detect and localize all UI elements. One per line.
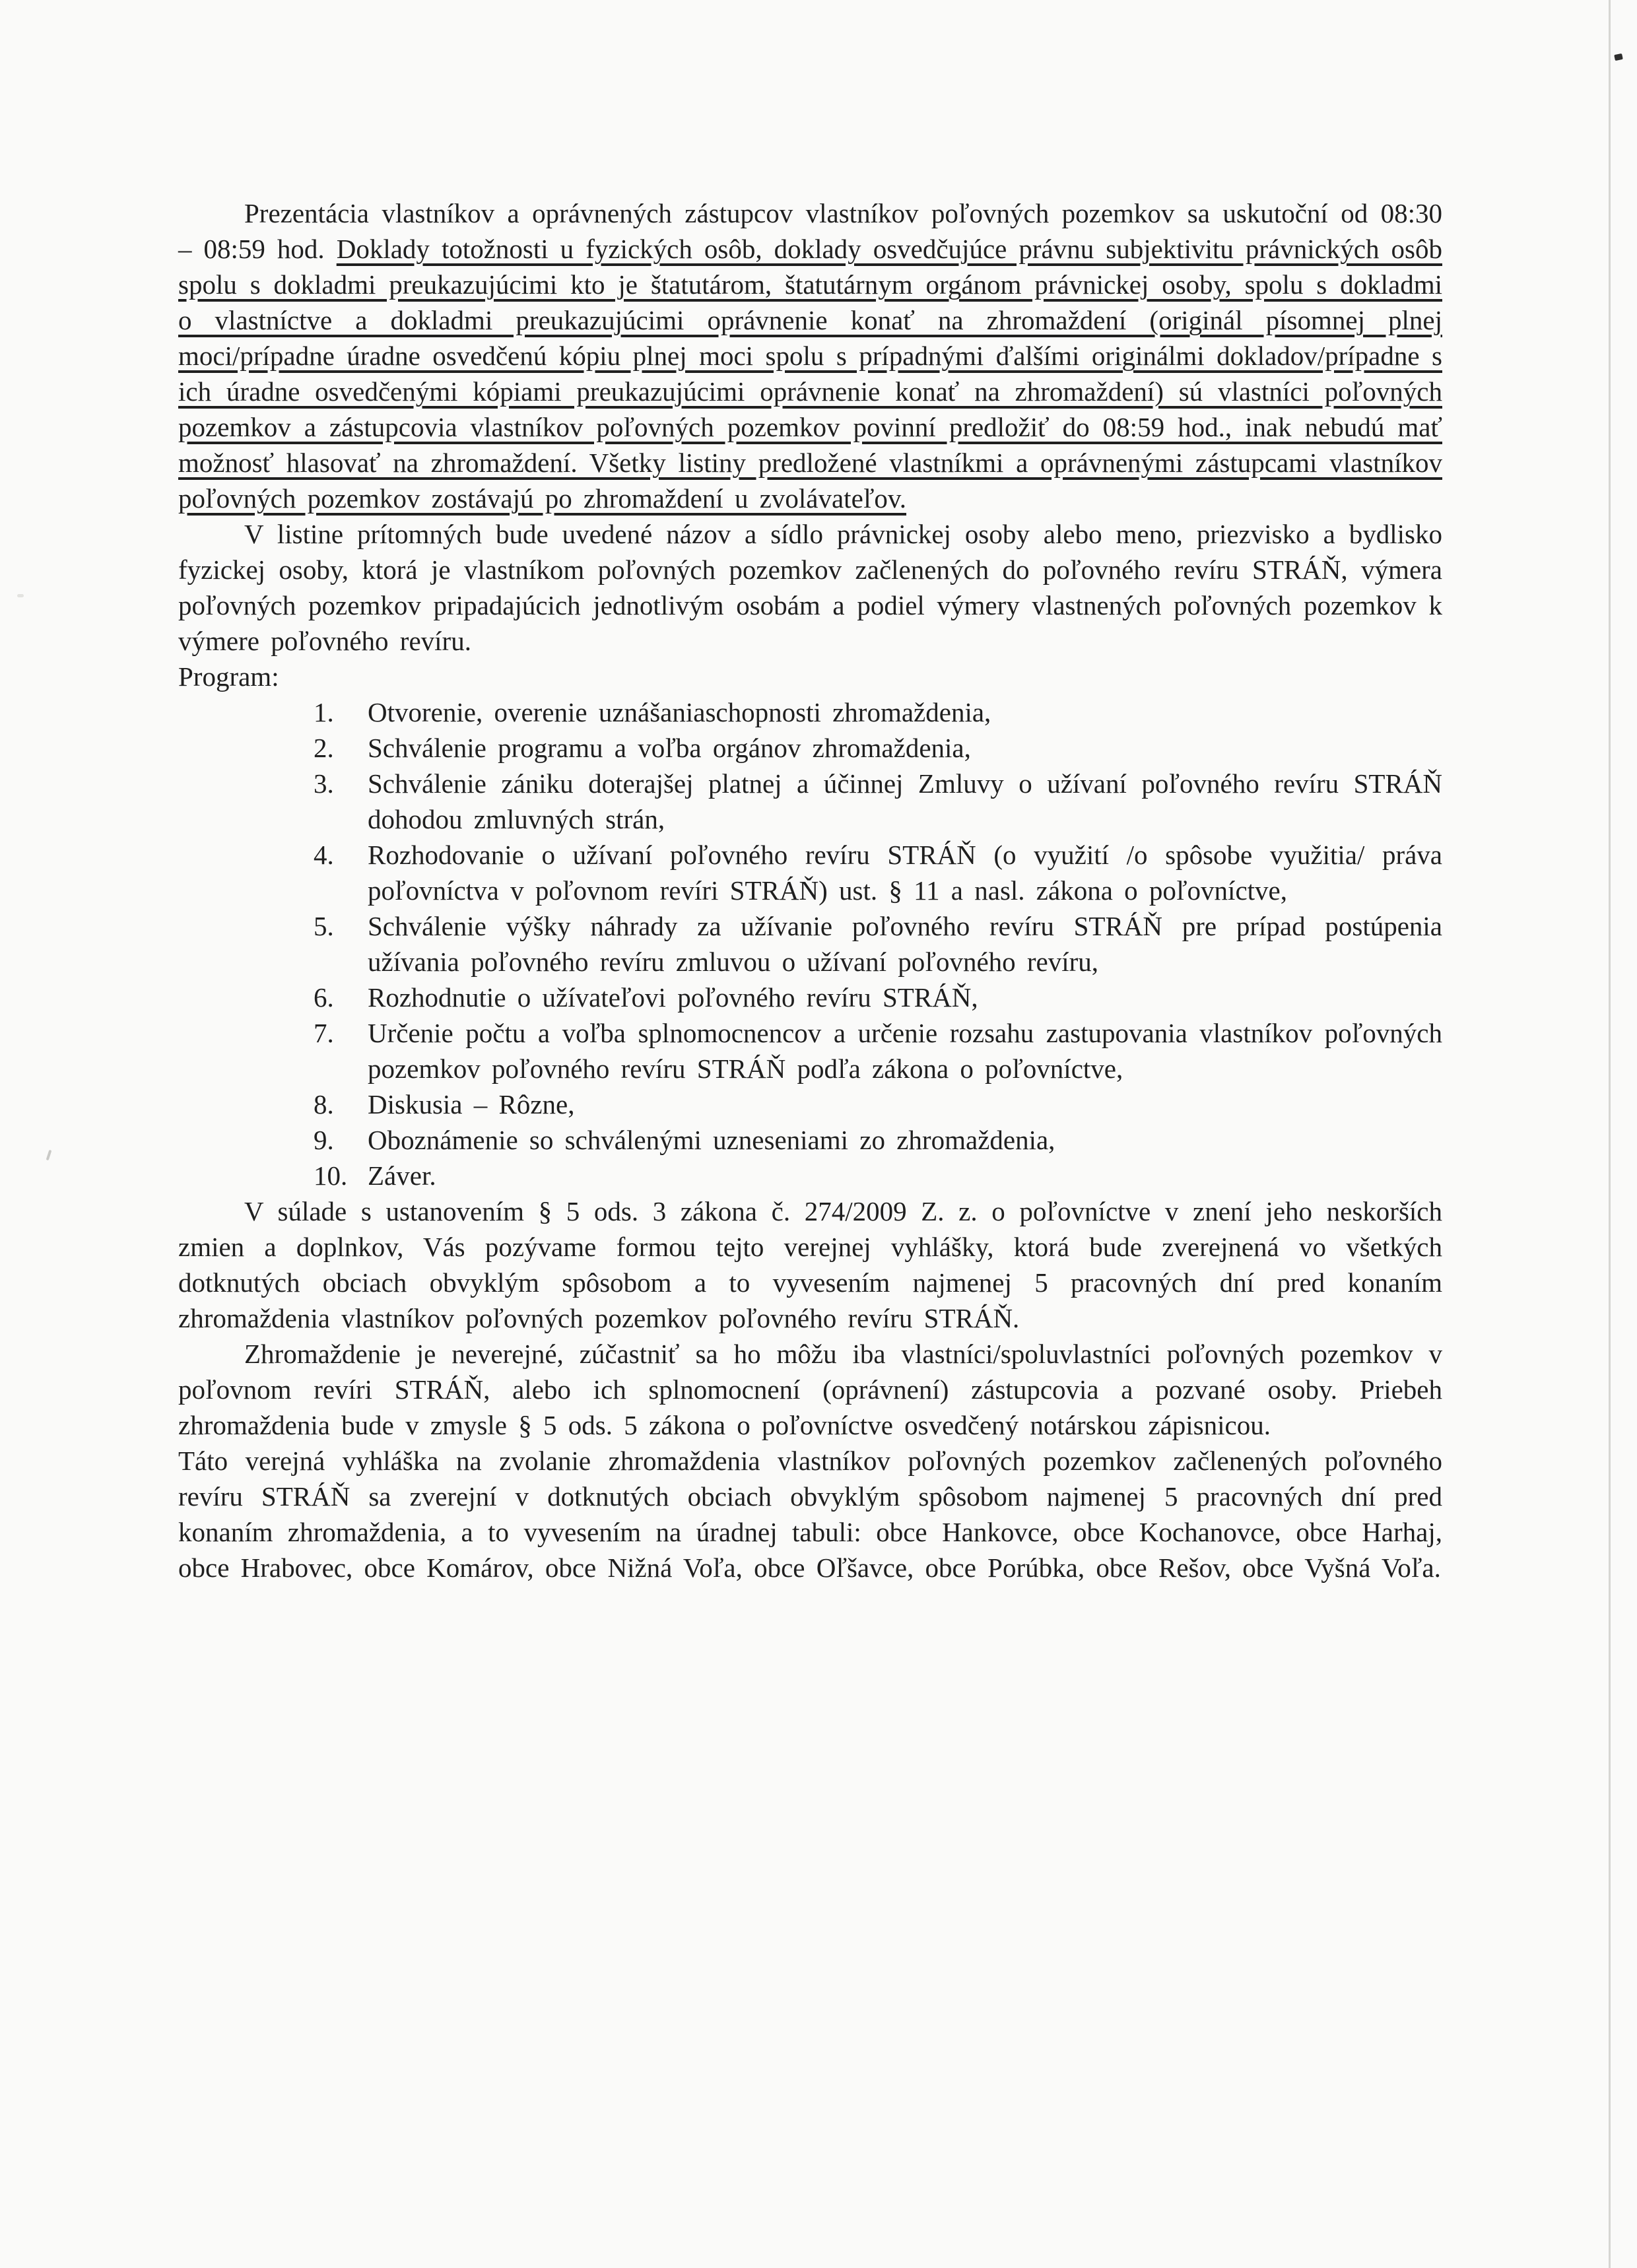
program-item-text: Schválenie programu a voľba orgánov zhromaždenia, (368, 733, 971, 763)
program-item-number: 9. (314, 1125, 334, 1155)
program-item-6 (314, 980, 1442, 1015)
program-item-number: 6. (314, 982, 334, 1013)
program-item-4 (314, 837, 1442, 908)
paragraph-presentation (178, 195, 1442, 516)
program-list (178, 694, 1442, 1193)
program-item-number: 8. (314, 1089, 334, 1119)
scan-smudge-artifact (17, 594, 24, 597)
program-item-text: Rozhodnutie o užívateľovi poľovného revíru STRÁŇ, (368, 982, 978, 1013)
program-item-text: Schválenie zániku doterajšej platnej a účinnej Zmluvy o užívaní poľovného revíru STRÁŇ dohodou zmluvných strán, (368, 768, 1442, 834)
program-item-3 (314, 766, 1442, 837)
program-item-number: 1. (314, 697, 334, 727)
paragraph-legal-invitation: V súlade s ustanovením § 5 ods. 3 zákona č. 274/2009 Z. z. o poľovníctve v znení jeho neskorších zmien a doplnkov, Vás pozývame formou tejto verejnej vyhlášky, ktorá bude zverejnená vo všetkých dotknutých obciach obvyklým spôsobom a to vyvesením najmenej 5 pracovných dní pred konaním zhromaždenia vlastníkov poľovných pozemkov poľovného revíru STRÁŇ. (178, 1196, 1442, 1333)
program-item-9 (314, 1122, 1442, 1158)
program-item-number: 2. (314, 733, 334, 763)
program-item-text: Záver. (368, 1160, 436, 1191)
scan-speck-artifact (1614, 53, 1623, 61)
program-item-7 (314, 1015, 1442, 1086)
program-item-text: Otvorenie, overenie uznášaniaschopnosti zhromaždenia, (368, 697, 991, 727)
program-item-number: 4. (314, 840, 334, 870)
program-item-text: Určenie počtu a voľba splnomocnencov a určenie rozsahu zastupovania vlastníkov poľovných pozemkov poľovného revíru STRÁŇ podľa zákona o poľovníctve, (368, 1018, 1442, 1084)
program-item-2 (314, 730, 1442, 766)
paragraph-presentation-underlined: Doklady totožnosti u fyzických osôb, doklady osvedčujúce právnu subjektivitu právnických osôb spolu s dokladmi preukazujúcimi kto je štatutárom, štatutárnym orgánom právnickej osoby, spolu s dokladmi o vlastníctve a dokladmi preukazujúcimi oprávnenie konať na zhromaždení (originál písomnej plnej moci/prípadne úradne osvedčenú kópiu plnej moci spolu s prípadnými ďalšími originálmi dokladov/prípadne s ich úradne osvedčenými kópiami preukazujúcimi oprávnenie konať na zhromaždení) sú vlastníci poľovných pozemkov a zástupcovia vlastníkov poľovných pozemkov povinní predložiť do 08:59 hod., inak nebudú mať možnosť hlasovať na zhromaždení. Všetky listiny predložené vlastníkmi a oprávnenými zástupcami vlastníkov poľovných pozemkov zostávajú po zhromaždení u zvolávateľov. (178, 234, 1442, 514)
program-item-text: Schválenie výšky náhrady za užívanie poľovného revíru STRÁŇ pre prípad postúpenia užívania poľovného revíru zmluvou o užívaní poľovného revíru, (368, 911, 1442, 977)
program-item-number: 3. (314, 768, 334, 799)
program-item-text: Oboznámenie so schválenými uzneseniami zo zhromaždenia, (368, 1125, 1055, 1155)
program-item-text: Diskusia – Rôzne, (368, 1089, 575, 1119)
program-item-8 (314, 1086, 1442, 1122)
scan-mark-artifact (46, 1150, 52, 1160)
program-item-text: Rozhodovanie o užívaní poľovného revíru STRÁŇ (o využití /o spôsobe využitia/ práva poľovníctva v poľovnom revíri STRÁŇ) ust. § 11 a nasl. zákona o poľovníctve, (368, 840, 1442, 906)
program-item-number: 5. (314, 911, 334, 941)
program-item-number: 7. (314, 1018, 334, 1048)
paragraph-attendance-list: V listine prítomných bude uvedené názov a sídlo právnickej osoby alebo meno, priezvisko a bydlisko fyzickej osoby, ktorá je vlastníkom poľovných pozemkov začlenených do poľovného revíru STRÁŇ, výmera poľovných pozemkov pripadajúcich jednotlivým osobám a podiel výmery vlastnených poľovných pozemkov k výmere poľovného revíru. (178, 519, 1442, 656)
program-item-10 (314, 1158, 1442, 1193)
paragraph-presentation-lead: Prezentácia vlastníkov a oprávnených zástupcov vlastníkov poľovných pozemkov sa uskutoční od 08:30 – 08:59 hod. (178, 198, 1442, 264)
program-item-number: 10. (314, 1160, 348, 1191)
paragraph-non-public-meeting: Zhromaždenie je neverejné, zúčastniť sa ho môžu iba vlastníci/spoluvlastníci poľovných pozemkov v poľovnom revíri STRÁŇ, alebo ich splnomocnení (oprávnení) zástupcovia a pozvané osoby. Priebeh zhromaždenia bude v zmysle § 5 ods. 5 zákona o poľovníctve osvedčený notárskou zápisnicou. (178, 1339, 1442, 1440)
program-item-5 (314, 908, 1442, 980)
program-heading: Program: (178, 661, 279, 692)
program-item-1 (314, 694, 1442, 730)
scan-edge-artifact (1609, 0, 1611, 2268)
document-text-block (178, 195, 1442, 1585)
paragraph-public-notice-municipalities: Táto verejná vyhláška na zvolanie zhromaždenia vlastníkov poľovných pozemkov začlenených poľovného revíru STRÁŇ sa zverejní v dotknutých obciach obvyklým spôsobom najmenej 5 pracovných dní pred konaním zhromaždenia, a to vyvesením na úradnej tabuli: obce Hankovce, obce Kochanovce, obce Harhaj, obce Hrabovec, obce Komárov, obce Nižná Voľa, obce Oľšavce, obce Porúbka, obce Rešov, obce Vyšná Voľa. (178, 1446, 1442, 1583)
